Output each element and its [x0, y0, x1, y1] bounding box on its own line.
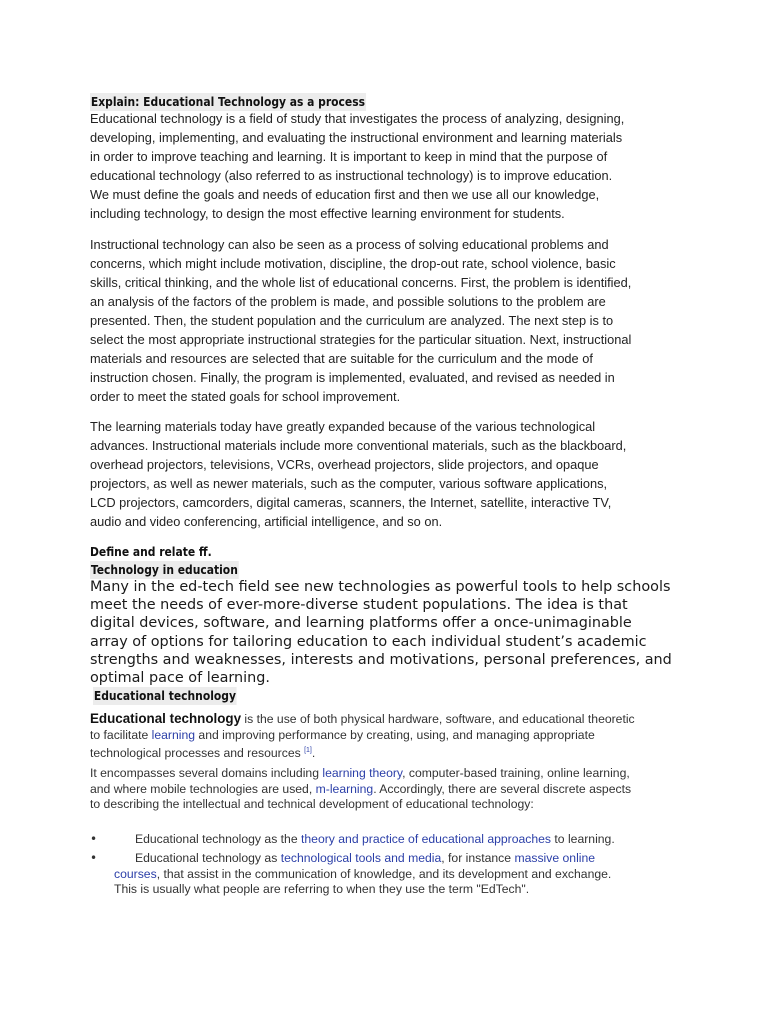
text-line — [135, 832, 615, 848]
text-line: advances. Instructional materials include more conventional materials, such as the blackboard, — [90, 438, 627, 453]
text-span: , computer-based training, online learning, — [402, 766, 630, 780]
bullet-icon: • — [90, 851, 98, 865]
section-heading-define: Define and relate ff. — [90, 544, 212, 559]
text-span: and improving performance by creating, using, and managing appropriate — [195, 727, 595, 742]
text-span: is the use of both physical hardware, software, and educational theoretic — [241, 712, 635, 726]
reference-link[interactable]: [1] — [304, 747, 312, 754]
paragraph-definition — [90, 109, 624, 223]
text-line: projectors, as well as newer materials, such as the computer, various software applications, — [90, 476, 608, 491]
text-line — [90, 766, 631, 782]
paragraph-materials — [90, 417, 626, 531]
text-line: LCD projectors, camcorders, digital cameras, scanners, the Internet, satellite, interactive TV, — [90, 495, 612, 510]
text-span: technological processes and resources — [90, 746, 305, 761]
text-line: developing, implementing, and evaluating the instructional environment and learning materials — [90, 130, 623, 145]
text-span: . — [311, 746, 316, 761]
text-line — [90, 743, 635, 762]
bold-term: Educational technology — [90, 711, 242, 726]
paragraph-edtech-definition — [90, 711, 635, 762]
text-line — [90, 711, 635, 728]
text-line: audio and video conferencing, artificial intelligence, and so on. — [90, 514, 443, 529]
text-line: to describing the intellectual and technical development of educational technology: — [90, 797, 534, 811]
text-span: to facilitate — [90, 727, 152, 742]
paragraph-domains — [90, 766, 631, 813]
text-line: materials and resources are selected that are suitable for the curriculum and the mode of — [90, 351, 593, 366]
text-line: The learning materials today have greatly expanded because of the various technological — [90, 419, 596, 434]
text-line: skills, critical thinking, and the whole list of educational concerns. First, the problem is identified, — [90, 275, 632, 290]
link-learning-theory[interactable]: learning theory — [322, 766, 403, 780]
text-line: order to meet the stated goals for school improvement. — [90, 389, 401, 404]
link-courses[interactable]: courses — [114, 866, 157, 881]
text-line: Educational technology is a field of study that investigates the process of analyzing, designing, — [90, 111, 625, 126]
text-line: digital devices, software, and learning platforms offer a once-unimaginable — [90, 615, 632, 632]
text-line: strengths and weaknesses, interests and motivations, personal preferences, and — [90, 651, 672, 668]
link-m-learning[interactable]: m-learning — [315, 781, 374, 796]
section-heading-educational-technology — [93, 687, 237, 705]
text-line — [90, 728, 635, 744]
text-line: in order to improve teaching and learning. It is important to keep in mind that the purpose of — [90, 149, 608, 164]
section-heading-tech-in-education — [90, 561, 239, 579]
text-span: Educational technology as the — [135, 832, 302, 846]
bullet-icon: • — [90, 832, 98, 846]
text-line: meet the needs of ever-more-diverse student populations. The idea is that — [90, 597, 628, 614]
text-span: to learning. — [551, 832, 615, 846]
text-line: an analysis of the factors of the problem is made, and possible solutions to the problem are — [90, 294, 606, 309]
text-line: We must define the goals and needs of education first and then we use all our knowledge, — [90, 187, 600, 202]
heading-highlight: Explain: Educational Technology as a process — [90, 94, 366, 109]
text-line: This is usually what people are referring to when they use the term "EdTech". — [114, 882, 530, 896]
text-line: select the most appropriate instructional strategies for the particular situation. Next, instructional — [90, 332, 632, 347]
text-span: Educational technology as — [135, 851, 281, 865]
text-line: overhead projectors, televisions, VCRs, overhead projectors, slide projectors, and opaque — [90, 457, 599, 472]
text-line — [114, 867, 611, 883]
text-span: It encompasses several domains including — [90, 766, 323, 780]
paragraph-edtech-field — [90, 578, 672, 687]
heading-highlight: Educational technology — [93, 688, 236, 703]
text-line — [90, 782, 631, 798]
text-line: educational technology (also referred to as instructional technology) is to improve education. — [90, 168, 613, 183]
text-span: , that assist in the communication of knowledge, and its development and exchange. — [156, 866, 612, 881]
text-line: Many in the ed-tech field see new technologies as powerful tools to help schools — [90, 579, 671, 595]
text-line: presented. Then, the student population and the curriculum are analyzed. The next step is to — [90, 313, 614, 328]
text-line: Instructional technology can also be seen as a process of solving educational problems and — [90, 237, 609, 252]
text-line: array of options for tailoring education to each individual student’s academic — [90, 633, 647, 650]
link-massive-online-courses[interactable]: massive online — [514, 851, 596, 865]
link-theory-practice[interactable]: theory and practice of educational approaches — [301, 832, 552, 846]
paragraph-process — [90, 235, 631, 406]
text-span: , for instance — [441, 851, 515, 865]
text-span: and where mobile technologies are used, — [90, 781, 316, 796]
link-learning[interactable]: learning — [151, 727, 196, 742]
text-line — [135, 851, 595, 867]
text-line: concerns, which might include motivation, discipline, the drop-out rate, school violence, basic — [90, 256, 616, 271]
text-line: including technology, to design the most effective learning environment for students. — [90, 206, 565, 221]
text-line: instruction chosen. Finally, the program is implemented, evaluated, and revised as needed in — [90, 370, 615, 385]
link-tools-media[interactable]: technological tools and media — [280, 851, 442, 865]
heading-highlight: Technology in education — [90, 562, 238, 577]
text-span: . Accordingly, there are several discrete aspects — [373, 781, 632, 796]
text-line: optimal pace of learning. — [90, 670, 271, 687]
